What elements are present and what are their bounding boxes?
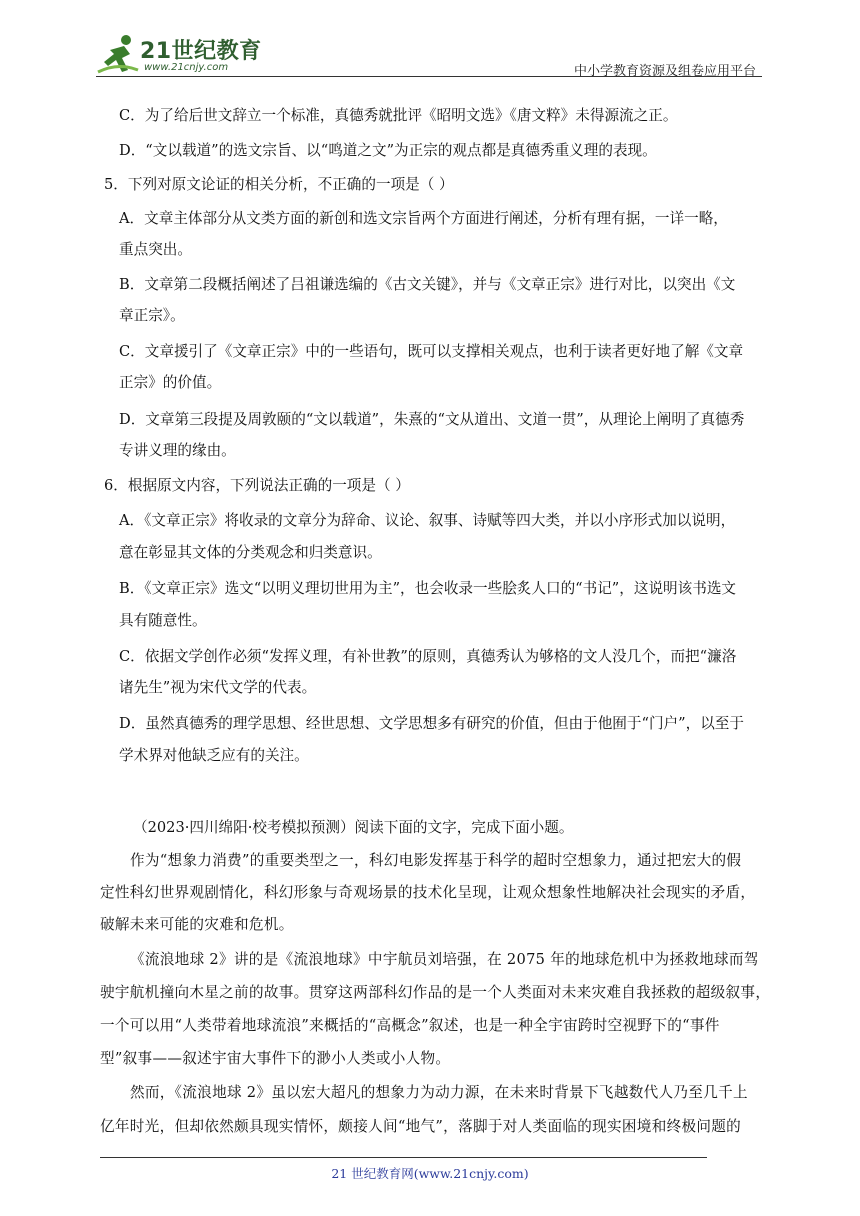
q5-option-a-line2: 重点突出。: [119, 241, 192, 258]
q5-option-c-line2: 正宗》的价值。: [119, 374, 222, 391]
q5-stem: 5．下列对原文论证的相关分析，不正确的一项是（ ）: [104, 176, 454, 193]
passage-p1-line2: 定性科幻世界观剧情化，科幻形象与奇观场景的技术化呈现，让观众想象性地解决社会现实的矛盾，: [100, 884, 756, 901]
q4-option-c: C．为了给后世文辞立一个标准，真德秀就批评《昭明文选》《唐文粹》未得源流之正。: [119, 107, 678, 124]
passage-p2-line3: 一个可以用“人类带着地球流浪”来概括的“高概念”叙述，也是一种全宇宙跨时空视野下的“事件: [100, 1017, 720, 1034]
logo-url: www.21cnjy.com: [144, 62, 229, 73]
passage-p2-line2: 驶宇航机撞向木星之前的故事。贯穿这两部科幻作品的是一个人类面对未来灾难自我拯救的超级叙事，: [100, 984, 771, 1001]
q6-option-d-line1: D．虽然真德秀的理学思想、经世思想、文学思想多有研究的价值，但由于他囿于“门户”，以至于: [119, 715, 744, 732]
header-divider: [96, 76, 762, 77]
footer-link[interactable]: 21 世纪教育网(www.21cnjy.com): [331, 1166, 529, 1181]
q5-option-a-line1: A．文章主体部分从文类方面的新创和选文宗旨两个方面进行阐述，分析有理有据，一详一略，: [119, 210, 728, 227]
passage-p2-line1: 《流浪地球 2》讲的是《流浪地球》中宇航员刘培强，在 2075 年的地球危机中为拯救地球而驾: [130, 951, 759, 968]
passage-p1-line1: 作为“想象力消费”的重要类型之一，科幻电影发挥基于科学的超时空想象力，通过把宏大的假: [130, 852, 742, 869]
passage-p2-line4: 型”叙事——叙述宇宙大事件下的渺小人类或小人物。: [100, 1050, 451, 1067]
q5-option-c-line1: C．文章援引了《文章正宗》中的一些语句，既可以支撑相关观点，也利于读者更好地了解《文章: [119, 343, 744, 360]
footer-divider: [100, 1157, 707, 1158]
q6-option-c-line2: 诸先生”视为宋代文学的代表。: [119, 679, 317, 696]
q6-stem: 6．根据原文内容，下列说法正确的一项是（ ）: [104, 477, 410, 494]
q6-option-a-line2: 意在彰显其文体的分类观念和归类意识。: [119, 544, 382, 561]
q5-option-b-line2: 章正宗》。: [119, 307, 185, 324]
runner-logo-icon: [96, 32, 140, 76]
page-header: [96, 28, 762, 78]
q5-option-b-line1: B．文章第二段概括阐述了吕祖谦选编的《古文关键》，并与《文章正宗》进行对比，以突出《文: [119, 276, 736, 293]
passage-p1-line3: 破解未来可能的灾难和危机。: [100, 916, 294, 933]
passage-p3-line2: 亿年时光，但却依然颇具现实情怀，颇接人间“地气”，落脚于对人类面临的现实困境和终极问题的: [100, 1118, 742, 1135]
logo-title: 21世纪教育: [140, 39, 262, 64]
q5-option-d-line2: 专讲义理的缘由。: [119, 442, 236, 459]
passage-p3-line1: 然而，《流浪地球 2》虽以宏大超凡的想象力为动力源，在未来时背景下飞越数代人乃至几千上: [130, 1084, 748, 1101]
q4-option-d: D．“文以载道”的选文宗旨、以“鸣道之文”为正宗的观点都是真德秀重义理的表现。: [119, 142, 657, 159]
q6-option-b-line1: B．《文章正宗》选文“以明义理切世用为主”，也会收录一些脍炙人口的“书记”，这说明该书选文: [119, 580, 737, 597]
q6-option-b-line2: 具有随意性。: [119, 612, 207, 629]
q6-option-a-line1: A．《文章正宗》将收录的文章分为辞命、议论、叙事、诗赋等四大类，并以小序形式加以说明，: [119, 512, 736, 529]
q5-option-d-line1: D．文章第三段提及周敦颐的“文以载道”，朱熹的“文从道出、文道一贯”，从理论上阐明了真德秀: [119, 411, 745, 428]
passage-intro: （2023·四川绵阳·校考模拟预测）阅读下面的文字，完成下面小题。: [133, 819, 574, 836]
platform-name: 中小学教育资源及组卷应用平台: [573, 64, 756, 79]
q6-option-c-line1: C．依据文学创作必须“发挥义理，有补世教”的原则，真德秀认为够格的文人没几个，而把“濂洛: [119, 648, 737, 665]
site-logo: [96, 32, 266, 76]
q6-option-d-line2: 学术界对他缺乏应有的关注。: [119, 747, 309, 764]
